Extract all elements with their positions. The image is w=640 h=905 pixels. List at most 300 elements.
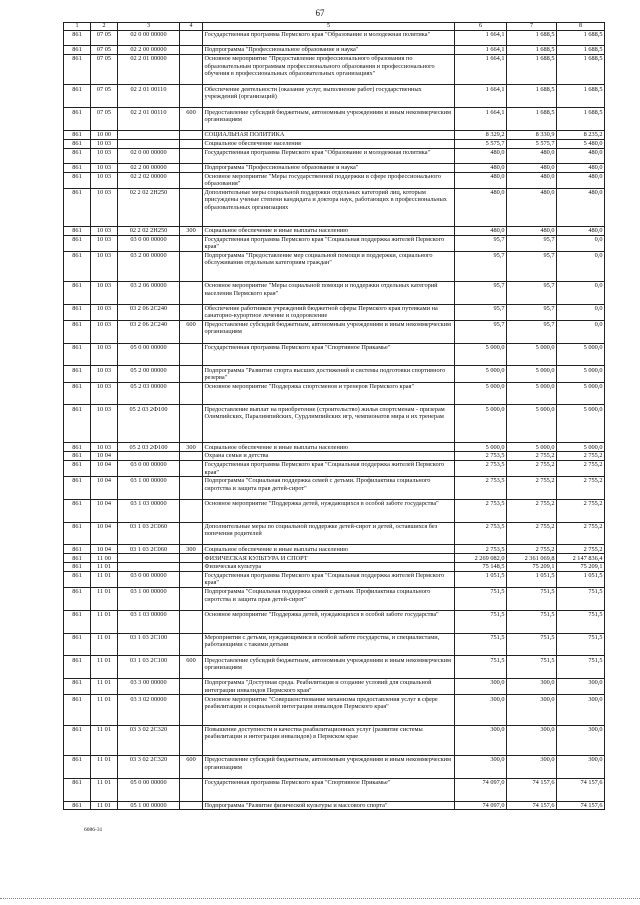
- amount-year2-cell: 2 755,2: [507, 460, 557, 476]
- expense-type-cell: 600: [180, 320, 203, 343]
- amount-year1-cell: 751,5: [455, 656, 507, 679]
- description-cell: Обеспечение деятельности (оказание услуг, выполнение работ) государственных учреждений (организаций): [203, 85, 455, 108]
- target-article-cell: 03 3 00 00000: [118, 679, 180, 695]
- expense-type-cell: [180, 452, 203, 461]
- section-code-cell: 10 03: [91, 251, 118, 281]
- section-code-cell: 10 04: [91, 545, 118, 554]
- vedomstvo-code-cell: 861: [64, 477, 91, 500]
- expense-type-cell: [180, 382, 203, 405]
- amount-year2-cell: 5 000,0: [507, 405, 557, 443]
- target-article-cell: 03 1 03 2С060: [118, 545, 180, 554]
- amount-year3-cell: 480,0: [557, 172, 605, 188]
- section-code-cell: 11 01: [91, 801, 118, 810]
- amount-year3-cell: 1 688,5: [557, 31, 605, 46]
- expense-type-cell: [180, 131, 203, 140]
- expense-type-cell: 600: [180, 656, 203, 679]
- description-cell: Подпрограмма "Предоставление мер социальной помощи и поддержки, социального обслуживания отдельным категориям граждан": [203, 251, 455, 281]
- target-article-cell: 03 1 00 00000: [118, 587, 180, 610]
- expense-type-cell: 300: [180, 226, 203, 235]
- amount-year3-cell: 300,0: [557, 756, 605, 779]
- amount-year3-cell: 2 147 836,4: [557, 554, 605, 563]
- target-article-cell: 02 0 00 00000: [118, 31, 180, 46]
- section-code-cell: 07 05: [91, 85, 118, 108]
- expense-type-cell: [180, 571, 203, 587]
- expense-type-cell: [180, 405, 203, 443]
- amount-year3-cell: 75 209,1: [557, 563, 605, 572]
- amount-year3-cell: 1 688,5: [557, 46, 605, 55]
- description-cell: СОЦИАЛЬНАЯ ПОЛИТИКА: [203, 131, 455, 140]
- amount-year2-cell: 300,0: [507, 756, 557, 779]
- amount-year2-cell: 74 157,6: [507, 801, 557, 810]
- amount-year1-cell: 480,0: [455, 148, 507, 163]
- section-code-cell: 07 05: [91, 55, 118, 85]
- target-article-cell: 02 2 02 00000: [118, 172, 180, 188]
- amount-year3-cell: 0,0: [557, 320, 605, 343]
- target-article-cell: 03 2 06 2С240: [118, 320, 180, 343]
- table-row: [64, 405, 605, 443]
- amount-year1-cell: 300,0: [455, 756, 507, 779]
- table-row: [64, 343, 605, 366]
- table-row: [64, 188, 605, 226]
- amount-year3-cell: 2 755,2: [557, 499, 605, 522]
- description-cell: Государственная программа Пермского края "Социальная поддержка жителей Пермского края": [203, 235, 455, 251]
- section-code-cell: 10 04: [91, 522, 118, 545]
- amount-year1-cell: 2 753,5: [455, 477, 507, 500]
- section-code-cell: 10 03: [91, 443, 118, 452]
- table-row: [64, 778, 605, 801]
- description-cell: Государственная программа Пермского края "Образование и молодежная политика": [203, 31, 455, 46]
- section-code-cell: 10 00: [91, 131, 118, 140]
- section-code-cell: 10 04: [91, 452, 118, 461]
- amount-year1-cell: 5 000,0: [455, 343, 507, 366]
- description-cell: Основное мероприятие "Предоставление профессионального образования по образовательным программам профессионального образования и профессионального обучения в профессиональных образовательных организациях": [203, 55, 455, 85]
- target-article-cell: [118, 452, 180, 461]
- amount-year1-cell: 5 575,7: [455, 139, 507, 148]
- amount-year2-cell: 480,0: [507, 148, 557, 163]
- target-article-cell: 02 2 01 00110: [118, 108, 180, 131]
- vedomstvo-code-cell: 861: [64, 31, 91, 46]
- section-code-cell: 10 03: [91, 320, 118, 343]
- table-row: [64, 235, 605, 251]
- vedomstvo-code-cell: 861: [64, 405, 91, 443]
- description-cell: Обеспечение работников учреждений бюджетной сферы Пермского края путевками на санаторно-курортное лечение и оздоровление: [203, 304, 455, 320]
- section-code-cell: 10 03: [91, 343, 118, 366]
- amount-year1-cell: 95,7: [455, 304, 507, 320]
- expense-type-cell: [180, 725, 203, 755]
- vedomstvo-code-cell: 861: [64, 226, 91, 235]
- target-article-cell: 03 3 02 2С320: [118, 725, 180, 755]
- amount-year3-cell: 1 688,5: [557, 55, 605, 85]
- description-cell: Предоставление субсидий бюджетным, автономным учреждениям и иным некоммерческим организациям: [203, 756, 455, 779]
- description-cell: Подпрограмма "Развитие физической культуры и массового спорта": [203, 801, 455, 810]
- amount-year3-cell: 300,0: [557, 695, 605, 725]
- expense-type-cell: [180, 172, 203, 188]
- table-row: [64, 443, 605, 452]
- amount-year3-cell: 0,0: [557, 251, 605, 281]
- expense-type-cell: [180, 366, 203, 382]
- table-row: [64, 756, 605, 779]
- amount-year3-cell: 5 480,0: [557, 139, 605, 148]
- section-code-cell: 10 03: [91, 366, 118, 382]
- table-row: [64, 460, 605, 476]
- section-code-cell: 10 04: [91, 499, 118, 522]
- target-article-cell: 05 2 03 2Ф100: [118, 405, 180, 443]
- amount-year2-cell: 75 209,1: [507, 563, 557, 572]
- description-cell: Социальное обеспечение населения: [203, 139, 455, 148]
- amount-year3-cell: 5 000,0: [557, 343, 605, 366]
- table-row: [64, 108, 605, 131]
- amount-year3-cell: 5 000,0: [557, 382, 605, 405]
- target-article-cell: [118, 139, 180, 148]
- target-article-cell: 03 1 03 2С060: [118, 522, 180, 545]
- table-row: [64, 226, 605, 235]
- expense-type-cell: [180, 282, 203, 305]
- expense-type-cell: 300: [180, 443, 203, 452]
- target-article-cell: 02 2 00 00000: [118, 46, 180, 55]
- amount-year3-cell: 2 755,2: [557, 460, 605, 476]
- amount-year3-cell: 74 157,6: [557, 801, 605, 810]
- section-code-cell: 10 04: [91, 477, 118, 500]
- section-code-cell: 11 01: [91, 679, 118, 695]
- amount-year3-cell: 300,0: [557, 725, 605, 755]
- amount-year3-cell: 2 755,2: [557, 545, 605, 554]
- vedomstvo-code-cell: 861: [64, 85, 91, 108]
- amount-year2-cell: 95,7: [507, 251, 557, 281]
- expense-type-cell: [180, 499, 203, 522]
- description-cell: Охрана семьи и детства: [203, 452, 455, 461]
- description-cell: Основное мероприятие "Поддержка детей, нуждающихся в особой заботе государства": [203, 499, 455, 522]
- vedomstvo-code-cell: 861: [64, 656, 91, 679]
- column-number: 6: [455, 23, 507, 31]
- vedomstvo-code-cell: 861: [64, 443, 91, 452]
- table-row: [64, 554, 605, 563]
- expense-type-cell: [180, 522, 203, 545]
- description-cell: Дополнительные меры по социальной поддержке детей-сирот и детей, оставшихся без попечения родителей: [203, 522, 455, 545]
- table-row: [64, 571, 605, 587]
- amount-year1-cell: 751,5: [455, 587, 507, 610]
- amount-year1-cell: 480,0: [455, 163, 507, 172]
- target-article-cell: 03 1 03 00000: [118, 499, 180, 522]
- table-row: [64, 563, 605, 572]
- target-article-cell: 03 0 00 00000: [118, 235, 180, 251]
- amount-year1-cell: 480,0: [455, 172, 507, 188]
- expense-type-cell: [180, 343, 203, 366]
- amount-year2-cell: 751,5: [507, 656, 557, 679]
- expense-type-cell: [180, 31, 203, 46]
- column-number: 7: [507, 23, 557, 31]
- expense-type-cell: [180, 477, 203, 500]
- expense-type-cell: [180, 46, 203, 55]
- expense-type-cell: [180, 251, 203, 281]
- amount-year1-cell: 1 664,1: [455, 55, 507, 85]
- expense-type-cell: [180, 304, 203, 320]
- description-cell: Социальное обеспечение и иные выплаты населению: [203, 545, 455, 554]
- table-row: [64, 382, 605, 405]
- budget-table: [63, 22, 605, 810]
- vedomstvo-code-cell: 861: [64, 188, 91, 226]
- expense-type-cell: 600: [180, 108, 203, 131]
- vedomstvo-code-cell: 861: [64, 343, 91, 366]
- amount-year3-cell: 480,0: [557, 163, 605, 172]
- vedomstvo-code-cell: 861: [64, 725, 91, 755]
- amount-year1-cell: 2 269 082,0: [455, 554, 507, 563]
- description-cell: Государственная программа Пермского края "Социальная поддержка жителей Пермского края": [203, 460, 455, 476]
- amount-year3-cell: 751,5: [557, 587, 605, 610]
- description-cell: Подпрограмма "Социальная поддержка семей с детьми. Профилактика социального сиротства и защита прав детей-сирот": [203, 587, 455, 610]
- amount-year2-cell: 2 755,2: [507, 452, 557, 461]
- amount-year3-cell: 1 688,5: [557, 85, 605, 108]
- section-code-cell: 10 03: [91, 188, 118, 226]
- section-code-cell: 10 03: [91, 235, 118, 251]
- target-article-cell: 03 2 00 00000: [118, 251, 180, 281]
- section-code-cell: 11 01: [91, 725, 118, 755]
- amount-year2-cell: 480,0: [507, 188, 557, 226]
- expense-type-cell: [180, 163, 203, 172]
- description-cell: Мероприятия с детьми, нуждающимися в особой заботе государства, и специалистами, работающими с такими детьми: [203, 633, 455, 656]
- table-row: [64, 366, 605, 382]
- amount-year1-cell: 95,7: [455, 282, 507, 305]
- vedomstvo-code-cell: 861: [64, 131, 91, 140]
- amount-year2-cell: 95,7: [507, 235, 557, 251]
- description-cell: Государственная программа Пермского края "Образование и молодежная политика": [203, 148, 455, 163]
- amount-year3-cell: 0,0: [557, 282, 605, 305]
- vedomstvo-code-cell: 861: [64, 554, 91, 563]
- amount-year2-cell: 751,5: [507, 633, 557, 656]
- amount-year3-cell: 5 000,0: [557, 405, 605, 443]
- table-row: [64, 304, 605, 320]
- amount-year3-cell: 5 000,0: [557, 366, 605, 382]
- amount-year2-cell: 95,7: [507, 320, 557, 343]
- page-number: 67: [315, 8, 325, 18]
- section-code-cell: 07 05: [91, 108, 118, 131]
- amount-year2-cell: 2 755,2: [507, 545, 557, 554]
- vedomstvo-code-cell: 861: [64, 366, 91, 382]
- description-cell: Предоставление субсидий бюджетным, автономным учреждениям и иным некоммерческим организациям: [203, 108, 455, 131]
- footer-code: 6086-31: [84, 827, 103, 833]
- amount-year2-cell: 2 755,2: [507, 477, 557, 500]
- expense-type-cell: [180, 139, 203, 148]
- table-row: [64, 172, 605, 188]
- amount-year1-cell: 751,5: [455, 610, 507, 633]
- vedomstvo-code-cell: 861: [64, 108, 91, 131]
- table-row: [64, 499, 605, 522]
- target-article-cell: 05 0 00 00000: [118, 343, 180, 366]
- amount-year1-cell: 5 000,0: [455, 405, 507, 443]
- vedomstvo-code-cell: 861: [64, 55, 91, 85]
- amount-year2-cell: 5 575,7: [507, 139, 557, 148]
- amount-year3-cell: 0,0: [557, 304, 605, 320]
- amount-year1-cell: 74 097,0: [455, 778, 507, 801]
- column-number: 5: [203, 23, 455, 31]
- target-article-cell: 02 2 01 00000: [118, 55, 180, 85]
- amount-year1-cell: 1 664,1: [455, 85, 507, 108]
- amount-year2-cell: 2 361 069,8: [507, 554, 557, 563]
- vedomstvo-code-cell: 861: [64, 633, 91, 656]
- target-article-cell: 05 1 00 00000: [118, 801, 180, 810]
- table-row: [64, 31, 605, 46]
- amount-year1-cell: 300,0: [455, 725, 507, 755]
- table-row: [64, 801, 605, 810]
- section-code-cell: 11 01: [91, 656, 118, 679]
- amount-year1-cell: 95,7: [455, 251, 507, 281]
- section-code-cell: 11 01: [91, 756, 118, 779]
- amount-year2-cell: 8 330,9: [507, 131, 557, 140]
- target-article-cell: 05 0 00 00000: [118, 778, 180, 801]
- amount-year2-cell: 1 688,5: [507, 85, 557, 108]
- bottom-rule: [0, 898, 640, 899]
- amount-year3-cell: 2 755,2: [557, 477, 605, 500]
- expense-type-cell: [180, 563, 203, 572]
- vedomstvo-code-cell: 861: [64, 163, 91, 172]
- section-code-cell: 10 03: [91, 304, 118, 320]
- table-row: [64, 587, 605, 610]
- description-cell: Подпрограмма "Доступная среда. Реабилитация и создание условий для социальной интеграции инвалидов Пермского края": [203, 679, 455, 695]
- expense-type-cell: 600: [180, 756, 203, 779]
- table-body: [64, 31, 605, 810]
- amount-year1-cell: 751,5: [455, 633, 507, 656]
- table-row: [64, 55, 605, 85]
- vedomstvo-code-cell: 861: [64, 235, 91, 251]
- section-code-cell: 11 01: [91, 610, 118, 633]
- target-article-cell: 03 1 03 2С100: [118, 633, 180, 656]
- amount-year1-cell: 2 753,5: [455, 460, 507, 476]
- amount-year2-cell: 74 157,6: [507, 778, 557, 801]
- column-number: 1: [64, 23, 91, 31]
- vedomstvo-code-cell: 861: [64, 695, 91, 725]
- amount-year1-cell: 2 753,5: [455, 522, 507, 545]
- table-row: [64, 282, 605, 305]
- column-number-row: [64, 23, 605, 31]
- amount-year1-cell: 5 000,0: [455, 382, 507, 405]
- amount-year1-cell: 1 664,1: [455, 46, 507, 55]
- description-cell: ФИЗИЧЕСКАЯ КУЛЬТУРА И СПОРТ: [203, 554, 455, 563]
- target-article-cell: 03 0 00 00000: [118, 460, 180, 476]
- amount-year1-cell: 300,0: [455, 695, 507, 725]
- target-article-cell: 03 1 00 00000: [118, 477, 180, 500]
- target-article-cell: 02 0 00 00000: [118, 148, 180, 163]
- vedomstvo-code-cell: 861: [64, 460, 91, 476]
- section-code-cell: 07 05: [91, 46, 118, 55]
- expense-type-cell: 300: [180, 545, 203, 554]
- section-code-cell: 10 03: [91, 282, 118, 305]
- amount-year1-cell: 2 753,5: [455, 545, 507, 554]
- amount-year2-cell: 1 688,5: [507, 108, 557, 131]
- amount-year1-cell: 95,7: [455, 320, 507, 343]
- target-article-cell: 05 2 03 2Ф100: [118, 443, 180, 452]
- section-code-cell: 10 03: [91, 405, 118, 443]
- table-row: [64, 148, 605, 163]
- section-code-cell: 10 03: [91, 226, 118, 235]
- vedomstvo-code-cell: 861: [64, 571, 91, 587]
- target-article-cell: 02 2 00 00000: [118, 163, 180, 172]
- vedomstvo-code-cell: 861: [64, 801, 91, 810]
- target-article-cell: 02 2 02 2Н250: [118, 188, 180, 226]
- vedomstvo-code-cell: 861: [64, 679, 91, 695]
- amount-year2-cell: 751,5: [507, 587, 557, 610]
- table-row: [64, 545, 605, 554]
- table-row: [64, 725, 605, 755]
- section-code-cell: 10 03: [91, 163, 118, 172]
- amount-year2-cell: 95,7: [507, 282, 557, 305]
- expense-type-cell: [180, 778, 203, 801]
- vedomstvo-code-cell: 861: [64, 545, 91, 554]
- description-cell: Основное мероприятие "Меры государственной поддержки в сфере профессионального образования": [203, 172, 455, 188]
- amount-year3-cell: 751,5: [557, 656, 605, 679]
- section-code-cell: 07 05: [91, 31, 118, 46]
- amount-year1-cell: 5 000,0: [455, 443, 507, 452]
- description-cell: Социальное обеспечение и иные выплаты населению: [203, 443, 455, 452]
- expense-type-cell: [180, 554, 203, 563]
- vedomstvo-code-cell: 861: [64, 756, 91, 779]
- description-cell: Подпрограмма "Профессиональное образование и наука": [203, 46, 455, 55]
- table-row: [64, 320, 605, 343]
- target-article-cell: 03 2 06 00000: [118, 282, 180, 305]
- description-cell: Подпрограмма "Развитие спорта высших достижений и системы подготовки спортивного резерва": [203, 366, 455, 382]
- amount-year3-cell: 74 157,6: [557, 778, 605, 801]
- section-code-cell: 11 01: [91, 587, 118, 610]
- section-code-cell: 10 04: [91, 460, 118, 476]
- amount-year3-cell: 751,5: [557, 610, 605, 633]
- amount-year2-cell: 300,0: [507, 679, 557, 695]
- amount-year3-cell: 1 688,5: [557, 108, 605, 131]
- expense-type-cell: [180, 695, 203, 725]
- table-row: [64, 131, 605, 140]
- table-row: [64, 522, 605, 545]
- amount-year1-cell: 75 148,5: [455, 563, 507, 572]
- vedomstvo-code-cell: 861: [64, 499, 91, 522]
- expense-type-cell: [180, 55, 203, 85]
- vedomstvo-code-cell: 861: [64, 172, 91, 188]
- target-article-cell: 03 1 03 2С100: [118, 656, 180, 679]
- expense-type-cell: [180, 148, 203, 163]
- column-number: 4: [180, 23, 203, 31]
- section-code-cell: 10 03: [91, 139, 118, 148]
- table-row: [64, 656, 605, 679]
- description-cell: Предоставление субсидий бюджетным, автономным учреждениям и иным некоммерческим организациям: [203, 320, 455, 343]
- vedomstvo-code-cell: 861: [64, 46, 91, 55]
- amount-year3-cell: 8 235,2: [557, 131, 605, 140]
- description-cell: Основное мероприятие "Совершенствование механизма предоставления услуг в сфере реабилитации и социальной интеграции инвалидов Пермского края": [203, 695, 455, 725]
- target-article-cell: 03 1 03 00000: [118, 610, 180, 633]
- amount-year2-cell: 1 688,5: [507, 46, 557, 55]
- amount-year2-cell: 5 000,0: [507, 382, 557, 405]
- section-code-cell: 11 01: [91, 633, 118, 656]
- expense-type-cell: [180, 460, 203, 476]
- amount-year3-cell: 2 755,2: [557, 522, 605, 545]
- amount-year2-cell: 2 755,2: [507, 522, 557, 545]
- amount-year3-cell: 480,0: [557, 226, 605, 235]
- amount-year1-cell: 480,0: [455, 226, 507, 235]
- description-cell: Подпрограмма "Профессиональное образование и наука": [203, 163, 455, 172]
- amount-year1-cell: 1 664,1: [455, 108, 507, 131]
- amount-year1-cell: 1 051,5: [455, 571, 507, 587]
- expense-type-cell: [180, 587, 203, 610]
- amount-year3-cell: 5 000,0: [557, 443, 605, 452]
- section-code-cell: 10 03: [91, 172, 118, 188]
- expense-type-cell: [180, 188, 203, 226]
- amount-year1-cell: 480,0: [455, 188, 507, 226]
- vedomstvo-code-cell: 861: [64, 148, 91, 163]
- table-row: [64, 85, 605, 108]
- column-number: 8: [557, 23, 605, 31]
- section-code-cell: 11 00: [91, 554, 118, 563]
- amount-year2-cell: 95,7: [507, 304, 557, 320]
- description-cell: Основное мероприятие "Меры социальной помощи и поддержки отдельных категорий населения Пермского края": [203, 282, 455, 305]
- table-row: [64, 633, 605, 656]
- amount-year2-cell: 5 000,0: [507, 343, 557, 366]
- vedomstvo-code-cell: 861: [64, 304, 91, 320]
- amount-year3-cell: 480,0: [557, 148, 605, 163]
